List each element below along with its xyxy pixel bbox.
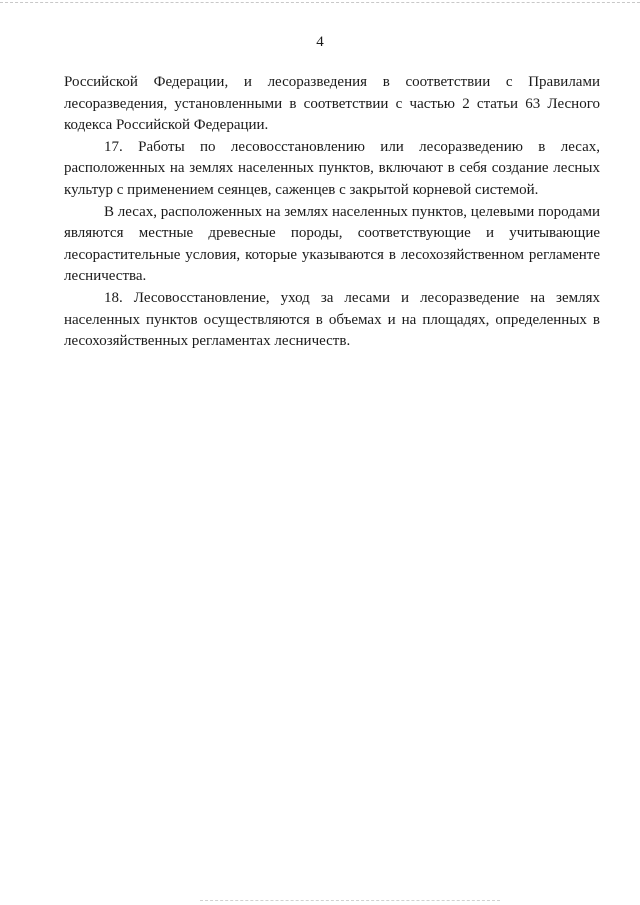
paragraph-item-17: 17. Работы по лесовосстановлению или лесоразведению в лесах, расположенных на землях населенных пунктов, включают в себя создание лесных культур с применением сеянцев, саженцев с закрытой корневой системой. [64,138,600,198]
scan-top-edge [0,2,640,3]
body-text [64,72,600,353]
paragraph-item-17-continuation: В лесах, расположенных на землях населенных пунктов, целевыми породами являются местные древесные породы, соответствующие и учитывающие лесорастительные условия, которые указываются в лесохозяйственном регламенте лесничества. [64,203,600,285]
paragraph-item-18: 18. Лесовосстановление, уход за лесами и лесоразведение на землях населенных пунктов осуществляются в объемах и на площадях, определенных в лесохозяйственных регламентах лесничеств. [64,289,600,350]
page-number: 4 [316,34,324,50]
scan-bottom-edge [200,900,500,901]
paragraph-continuation: Российской Федерации, и лесоразведения в соответствии с Правилами лесоразведения, установленными в соответствии с частью 2 статьи 63 Лесного кодекса Российской Федерации. [64,74,600,134]
